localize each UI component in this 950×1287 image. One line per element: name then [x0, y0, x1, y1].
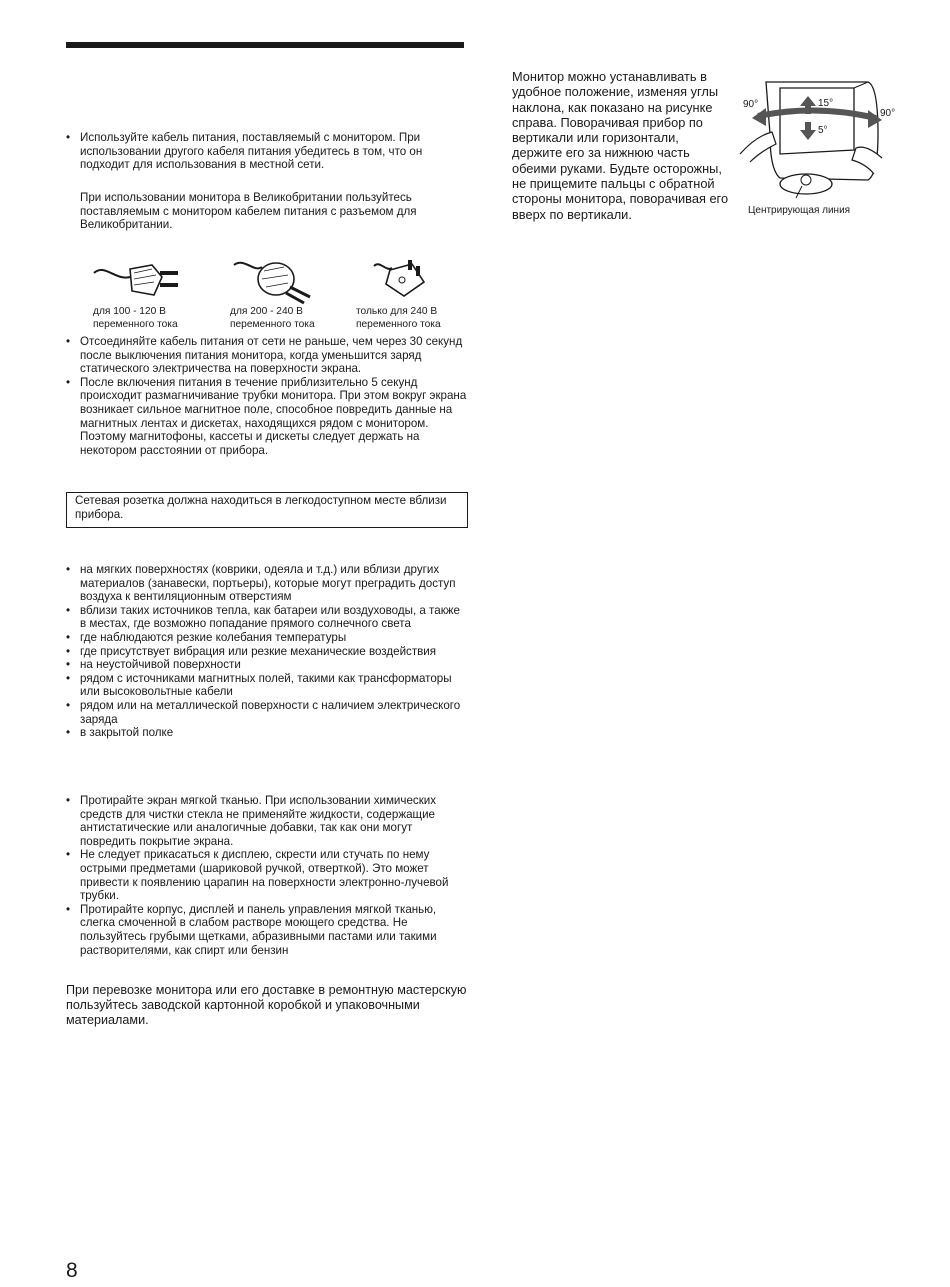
list-item: • на неустойчивой поверхности — [66, 658, 466, 672]
monitor-tilt-icon — [736, 74, 886, 199]
note-box: Сетевая розетка должна находиться в легкодоступном месте вблизи прибора. — [66, 492, 468, 528]
list-item: • Не следует прикасаться к дисплею, скрести или стучать по нему острыми предметами (шариковой ручкой, отверткой). Это может привести к появлению царапин на поверхности электронно-лучевой трубки. — [66, 848, 468, 902]
list-item: • После включения питания в течение приблизительно 5 секунд происходит размагничивание трубки монитора. При этом вокруг экрана возникает сильное магнитное поле, способное повредить данные на магнитных лентах и дискетах, находящихся рядом с монитором. Поэтому магнитофоны, кассеты и дискеты следует держать на некотором расстоянии от прибора. — [66, 376, 468, 458]
left-angle-label: 90° — [743, 99, 759, 110]
plug-caption-us: для 100 - 120 В переменного тока — [93, 306, 178, 330]
down-angle-label: 5° — [818, 125, 828, 136]
page-number: 8 — [66, 1259, 78, 1282]
us-plug-icon — [90, 255, 190, 310]
list-item: • вблизи таких источников тепла, как батареи или воздуховоды, а также в местах, где возможно попадание прямого солнечного света — [66, 604, 466, 631]
tilt-paragraph: Монитор можно устанавливать в удобное положение, изменяя углы наклона, как показано на рисунке справа. Поворачивая прибор по вертикали или горизонтали, держите его за нижнюю часть обеими руками. Будьте осторожны, не прищемите пальцы с обратной стороны монитора, поворачивая его вверх по вертикали. — [512, 69, 729, 222]
section-header-bar — [66, 42, 464, 48]
eu-plug-icon — [232, 253, 322, 310]
list-item: • Протирайте корпус, дисплей и панель управления мягкой тканью, слегка смоченной в слабом растворе моющего средства. Не пользуйтесь грубыми щетками, абразивными пастами или такими растворителями, как спирт или бензин — [66, 903, 468, 957]
list-item: • где присутствует вибрация или резкие механические воздействия — [66, 645, 466, 659]
up-angle-label: 15° — [818, 98, 834, 109]
uk-plug-icon — [372, 256, 432, 309]
monitor-tilt-figure — [736, 74, 886, 204]
list-item: • Протирайте экран мягкой тканью. При использовании химических средств для чистки стекла не применяйте жидкости, содержащие антистатические или аналогичные добавки, так как они могут повредить покрытие экрана. — [66, 794, 468, 848]
plug-caption-uk: только для 240 В переменного тока — [356, 306, 441, 330]
list-item: • рядом или на металлической поверхности с наличием электрического заряда — [66, 699, 466, 726]
transport-paragraph: При перевозке монитора или его доставке в ремонтную мастерскую пользуйтесь заводской картонной коробкой и упаковочными материалами. — [66, 983, 467, 1028]
right-angle-label: 90° — [880, 108, 896, 119]
figure-caption: Центрирующая линия — [748, 205, 851, 216]
installation-bullets — [66, 563, 466, 740]
uk-note: При использовании монитора в Великобритании пользуйтесь поставляемым с монитором кабелем питания с разъемом для Великобритании. — [80, 191, 417, 232]
list-item: • Отсоединяйте кабель питания от сети не раньше, чем через 30 секунд после выключения питания монитора, когда уменьшится заряд статического электричества на поверхности экрана. — [66, 335, 468, 376]
list-item: • где наблюдаются резкие колебания температуры — [66, 631, 466, 645]
list-item: • в закрытой полке — [66, 726, 466, 740]
list-item: • Используйте кабель питания, поставляемый с монитором. При использовании другого кабеля питания убедитесь в том, что он подходит для использования в местной сети. — [66, 131, 466, 172]
power-bullets-1 — [66, 131, 466, 172]
plug-caption-eu: для 200 - 240 В переменного тока — [230, 306, 315, 330]
maintenance-bullets — [66, 794, 468, 957]
list-item: • на мягких поверхностях (коврики, одеяла и т.д.) или вблизи других материалов (занавески, портьеры), которые могут преградить доступ воздуха к вентиляционным отверстиям — [66, 563, 466, 604]
list-item: • рядом с источниками магнитных полей, такими как трансформаторы или высоковольтные кабели — [66, 672, 466, 699]
power-bullets-2 — [66, 335, 468, 457]
